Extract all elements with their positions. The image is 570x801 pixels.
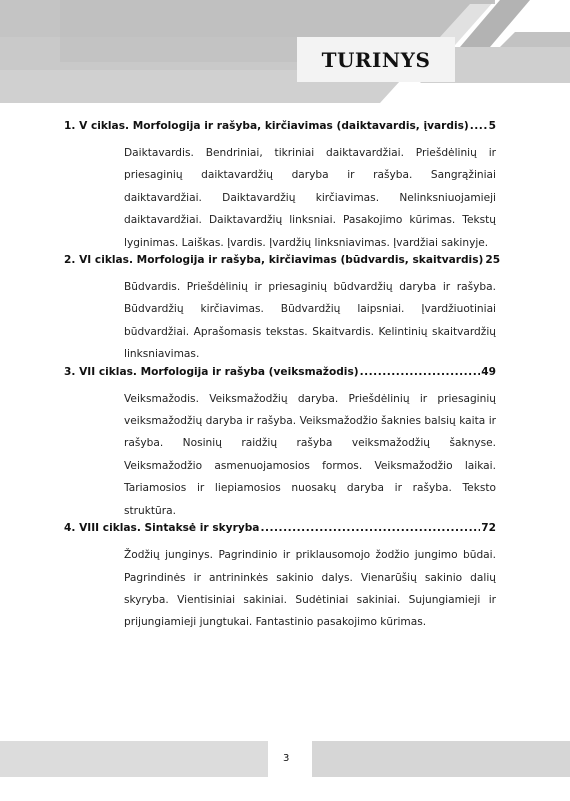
header-decoration bbox=[0, 0, 570, 110]
toc-entry-heading[interactable] bbox=[64, 254, 501, 276]
toc-entry-heading[interactable] bbox=[64, 366, 496, 388]
title-box bbox=[297, 37, 455, 82]
page-title: TURINYS bbox=[321, 47, 431, 72]
page-number: 3 bbox=[283, 753, 290, 764]
toc-page-number: 72 bbox=[481, 522, 496, 535]
toc-entry-description: Veiksmažodis. Veiksmažodžių daryba. Priešdėlinių ir priesaginių veiksmažodžių daryba ir rašyba. Veiksmažodžio šaknies balsių kaita ir rašyba. Nosinių raidžių rašyba veiksmažodžių šaknyse. Veiksmažodžio asmenuojamosios formos. Veiksmažodžio laikai. Tariamosios ir liepiamosios nuosakų daryba ir rašyba. Teksto struktūra. bbox=[124, 392, 496, 517]
toc-entry-heading[interactable] bbox=[64, 522, 496, 544]
toc-entry-heading[interactable] bbox=[64, 120, 496, 142]
toc-entry bbox=[64, 522, 496, 634]
toc-heading-text: 3. VII ciklas. Morfologija ir rašyba (veiksmažodis) bbox=[64, 365, 359, 378]
toc-heading-text: 2. VI ciklas. Morfologija ir rašyba, kirčiavimas (būdvardis, skaitvardis) bbox=[64, 254, 484, 267]
toc-heading-text: 1. V ciklas. Morfologija ir rašyba, kirčiavimas (daiktavardis, įvardis) bbox=[64, 120, 469, 132]
toc-heading-text: 4. VIII ciklas. Sintaksė ir skyryba bbox=[64, 522, 260, 535]
dot-leader bbox=[360, 366, 481, 378]
toc-entry-description: Žodžių junginys. Pagrindinio ir priklausomojo žodžio jungimo būdai. Pagrindinės ir antrininkės sakinio dalys. Vienarūšių sakinio dalių skyryba. Vientisiniai sakiniai. Sudėtiniai sakiniai. Sujungiamieji ir prijungiamieji jungtukai. Fantastinio pasakojimo kūrimas. bbox=[124, 549, 496, 629]
toc-page-number: 5 bbox=[488, 120, 496, 132]
dot-leader bbox=[260, 522, 480, 534]
toc-page-number: 49 bbox=[481, 365, 496, 378]
toc-page-number: 25 bbox=[485, 254, 501, 267]
table-of-contents bbox=[64, 120, 501, 634]
toc-entry bbox=[64, 366, 496, 522]
footer-decoration bbox=[0, 741, 570, 801]
dot-leader bbox=[470, 120, 488, 132]
toc-entry-description: Daiktavardis. Bendriniai, tikriniai daiktavardžiai. Priešdėlinių ir priesaginių daiktavardžių daryba ir rašyba. Sangrąžiniai daiktavardžiai. Daiktavardžių kirčiavimas. Nelinksniuojamieji daiktavardžiai. Daiktavardžių linksniai. Pasakojimo kūrimas. Tekstų lyginimas. Laiškas. Įvardis. Įvardžių linksniavimas. Įvardžiai sakinyje. bbox=[124, 147, 496, 249]
toc-entry-description: Būdvardis. Priešdėlinių ir priesaginių būdvardžių daryba ir rašyba. Būdvardžių kirčiavimas. Būdvardžių laipsniai. Įvardžiuotiniai būdvardžiai. Aprašomasis tekstas. Skaitvardis. Kelintinių skaitvardžių linksniavimas. bbox=[124, 281, 496, 361]
toc-entry bbox=[64, 120, 496, 254]
toc-entry bbox=[64, 254, 501, 366]
